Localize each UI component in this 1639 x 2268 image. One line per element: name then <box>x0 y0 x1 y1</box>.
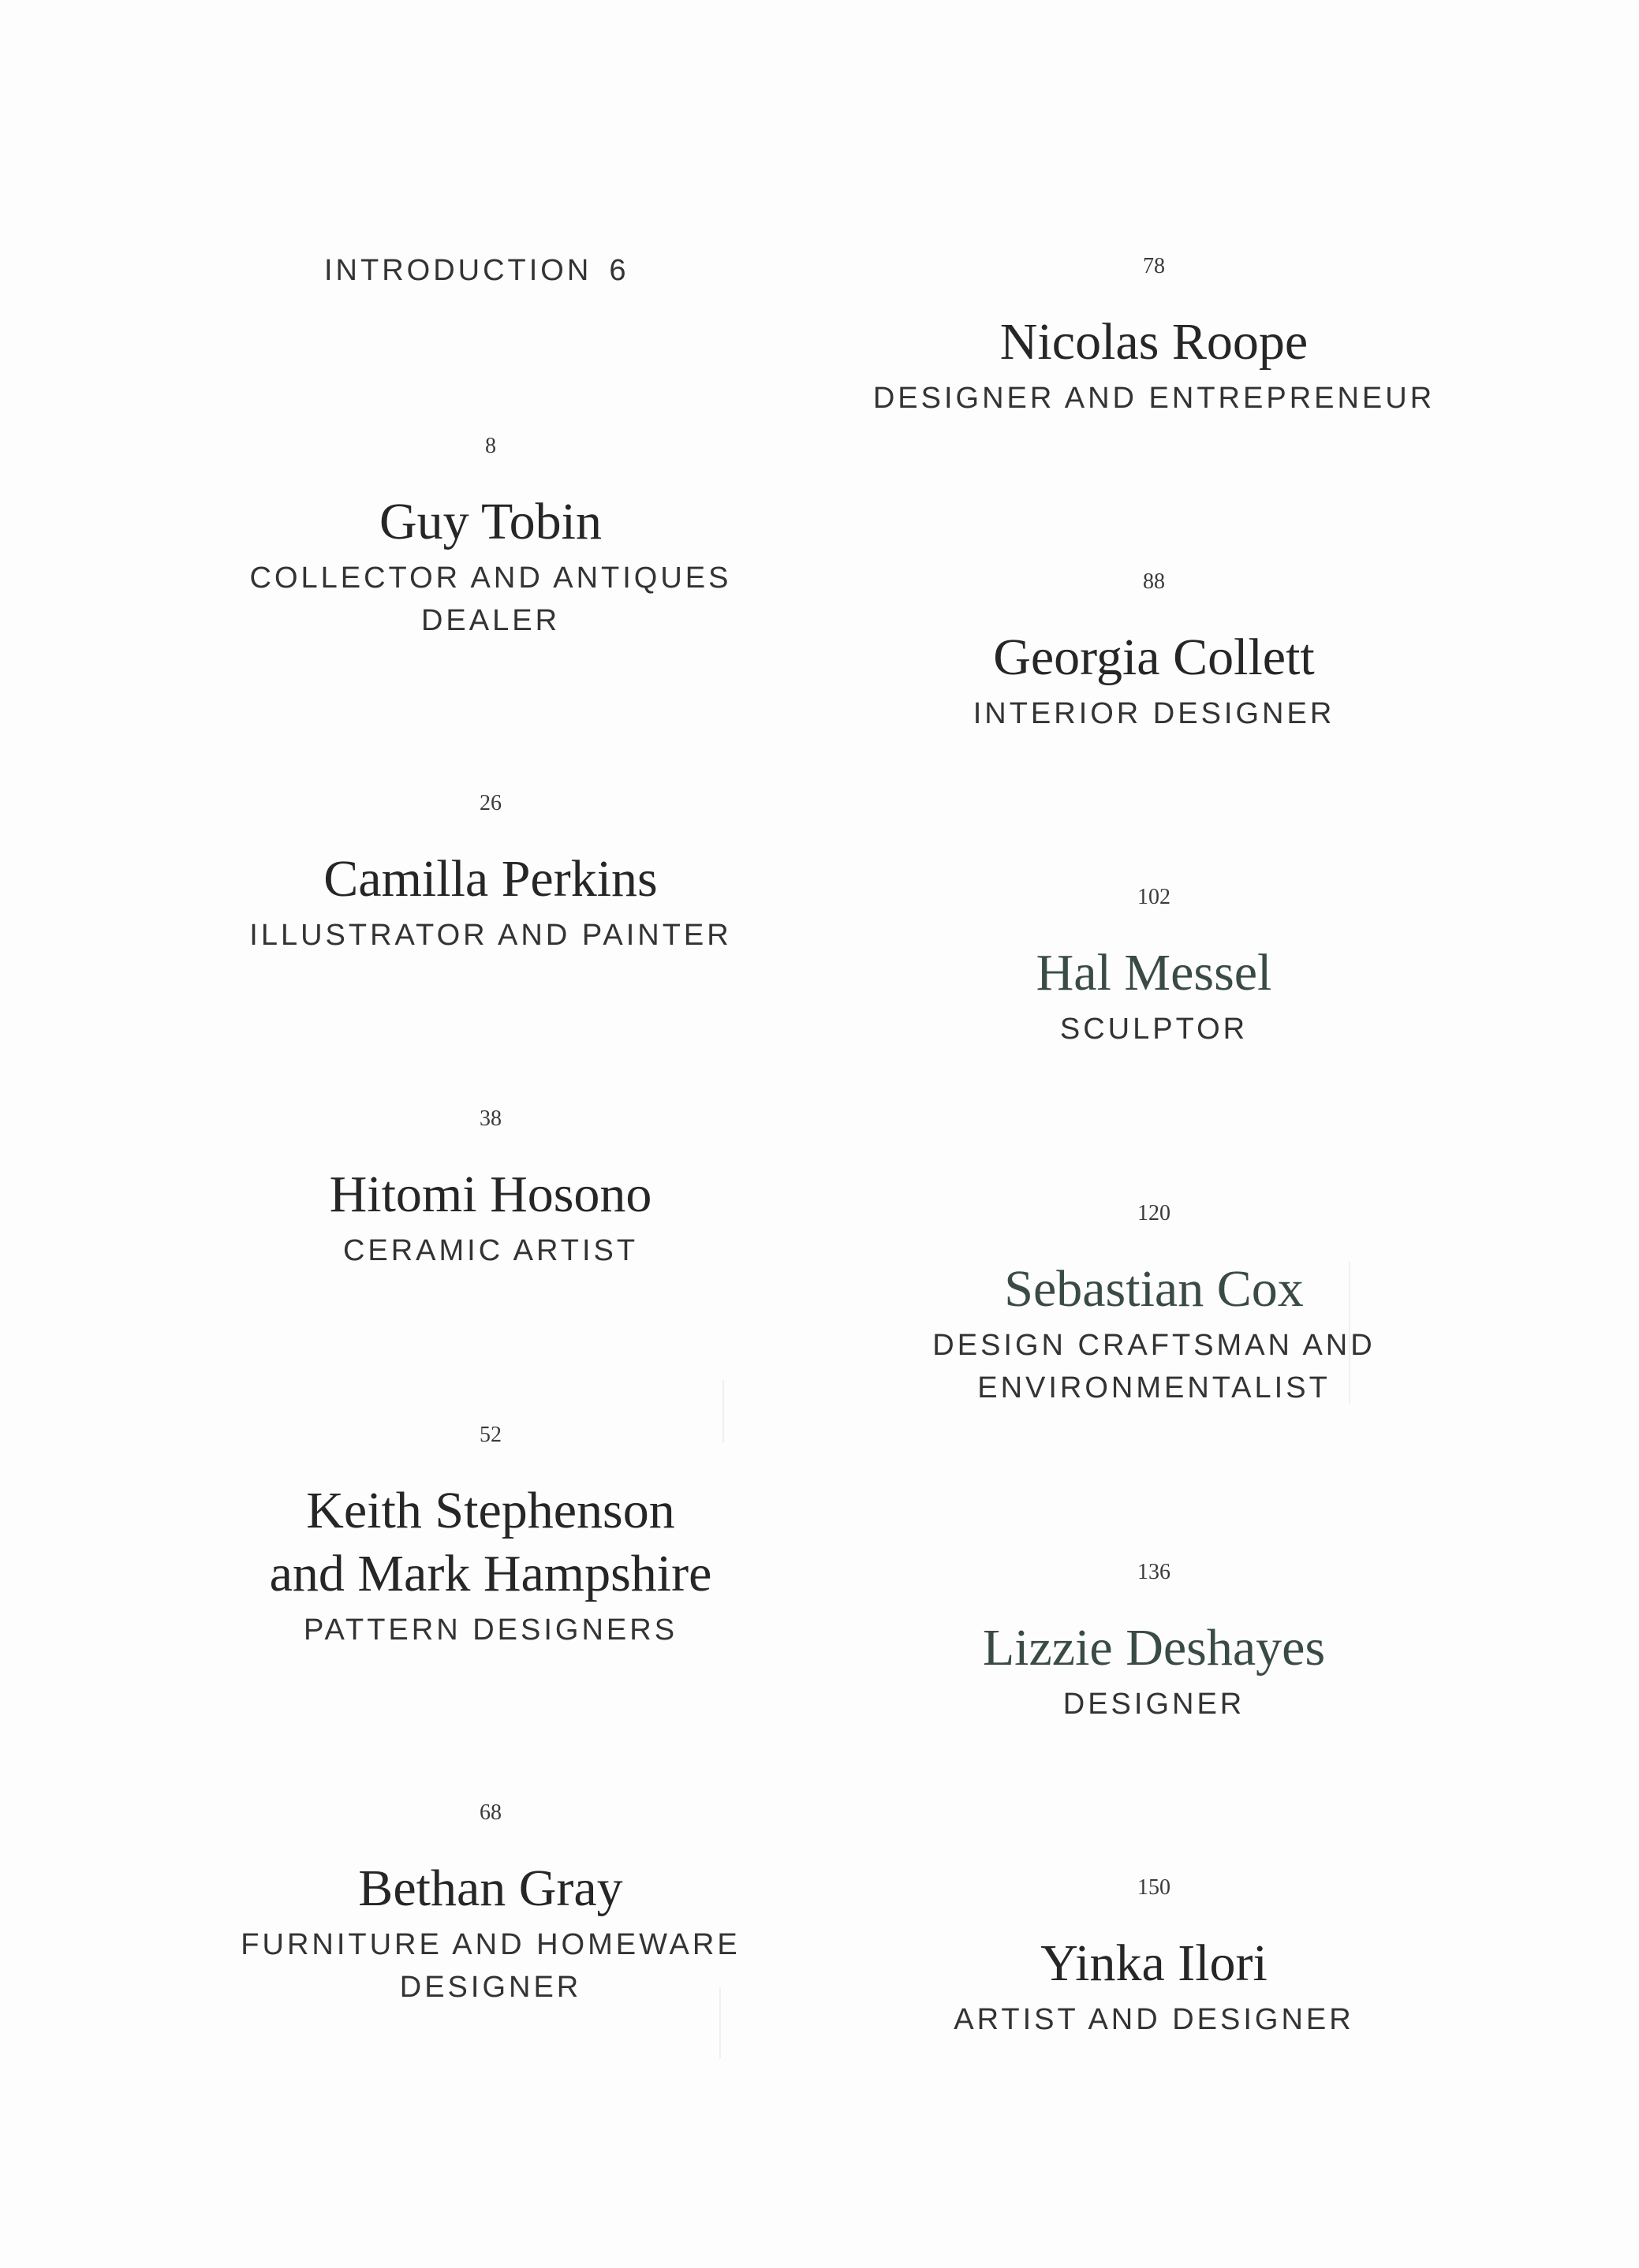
entry-name: Guy Tobin <box>379 493 602 550</box>
entry-name: Sebastian Cox <box>1004 1260 1304 1318</box>
scan-mark <box>719 1987 721 2058</box>
entry-role: PATTERN DESIGNERS <box>303 1613 678 1647</box>
scan-mark <box>1349 1262 1350 1404</box>
entry-page-number: 68 <box>480 1800 502 1825</box>
contents-entry-nicolas-roope[interactable] <box>831 256 1477 420</box>
scan-mark <box>722 1380 724 1443</box>
entry-name: Bethan Gray <box>358 1860 623 1917</box>
entry-role: DESIGN CRAFTSMAN AND ENVIRONMENTALIST <box>932 1329 1376 1404</box>
introduction-label: INTRODUCTION <box>324 254 592 287</box>
contents-entry-georgia-collett[interactable] <box>831 571 1477 735</box>
entry-role: ILLUSTRATOR AND PAINTER <box>249 919 732 952</box>
entry-role: SCULPTOR <box>1059 1013 1249 1046</box>
contents-entry-stephenson-hampshire[interactable] <box>167 1424 814 1651</box>
entry-page-number: 26 <box>480 791 502 815</box>
entry-role: DESIGNER AND ENTREPRENEUR <box>872 382 1436 415</box>
entry-page-number: 52 <box>480 1423 502 1447</box>
entry-role: CERAMIC ARTIST <box>342 1234 639 1267</box>
entry-name: Lizzie Deshayes <box>982 1619 1326 1677</box>
contents-entry-guy-tobin[interactable] <box>167 435 814 642</box>
entry-name: Georgia Collett <box>993 629 1315 686</box>
introduction-page-number: 6 <box>609 254 629 287</box>
contents-entry-sebastian-cox[interactable] <box>831 1203 1477 1409</box>
introduction-entry[interactable] <box>324 254 629 288</box>
contents-entry-hal-messel[interactable] <box>831 886 1477 1050</box>
entry-page-number: 136 <box>1137 1560 1170 1584</box>
entry-name: Nicolas Roope <box>999 313 1309 371</box>
entry-page-number: 120 <box>1137 1201 1170 1225</box>
contents-entry-lizzie-deshayes[interactable] <box>831 1561 1477 1725</box>
entry-name: Yinka Ilori <box>1040 1934 1268 1992</box>
entry-name: Hitomi Hosono <box>329 1166 652 1223</box>
contents-entry-camilla-perkins[interactable] <box>167 793 814 957</box>
entry-role: DESIGNER <box>1062 1688 1245 1721</box>
contents-entry-bethan-gray[interactable] <box>167 1802 814 2009</box>
entry-page-number: 150 <box>1137 1875 1170 1900</box>
entry-page-number: 78 <box>1143 254 1165 278</box>
contents-entry-yinka-ilori[interactable] <box>831 1877 1477 2041</box>
entry-role: INTERIOR DESIGNER <box>973 697 1335 730</box>
entry-page-number: 102 <box>1137 885 1170 909</box>
entry-role: ARTIST AND DESIGNER <box>954 2003 1354 2036</box>
entry-name: Hal Messel <box>1036 944 1272 1002</box>
entry-page-number: 8 <box>485 434 496 458</box>
entry-page-number: 88 <box>1143 569 1165 594</box>
entry-name: Keith Stephenson and Mark Hampshire <box>269 1482 712 1602</box>
entry-name: Camilla Perkins <box>323 850 658 908</box>
entry-role: COLLECTOR AND ANTIQUES DEALER <box>249 561 732 637</box>
entry-page-number: 38 <box>480 1106 502 1131</box>
contents-entry-hitomi-hosono[interactable] <box>167 1108 814 1272</box>
entry-role: FURNITURE AND HOMEWARE DESIGNER <box>241 1928 741 2004</box>
